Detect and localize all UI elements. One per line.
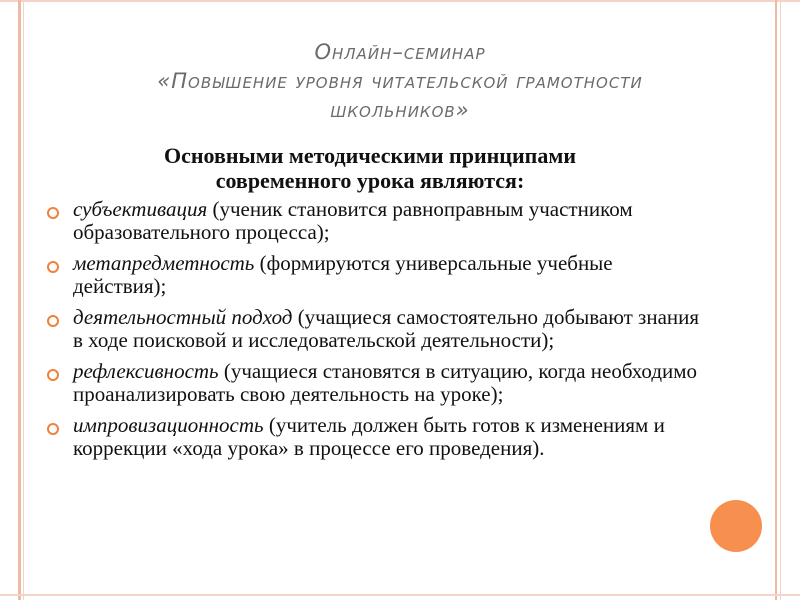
frame-top-line — [0, 0, 800, 2]
title-line-2: «Повышение уровня читательской грамотности — [157, 69, 643, 93]
frame-right-line — [775, 0, 777, 600]
bullet-icon — [47, 369, 59, 381]
heading-line-1: Основными методическими принципами — [163, 143, 576, 168]
list-item — [45, 198, 705, 244]
principle-description: (учащиеся становятся в ситуацию, когда необходимо проанализировать свою деятельность на уроке); — [73, 359, 698, 406]
principle-description: (учитель должен быть готов к изменениям и коррекции «хода урока» в процессе его проведения). — [73, 413, 665, 460]
bullet-icon — [47, 423, 59, 435]
principle-description: (учащиеся самостоятельно добывают знания в ходе поисковой и исследовательской деятельности); — [73, 305, 700, 352]
principle-description: (формируются универсальные учебные действия); — [73, 251, 613, 298]
principle-term: деятельностный подход — [73, 305, 293, 329]
list-item — [45, 306, 705, 352]
bullet-icon — [47, 261, 59, 273]
title-line-1: Онлайн–семинар — [314, 40, 486, 64]
principle-description: (ученик становится равноправным участником образовательного процесса); — [73, 197, 633, 244]
frame-bottom-line — [0, 594, 800, 596]
frame-left-inner-line — [23, 0, 24, 600]
list-item — [45, 252, 705, 298]
principle-term: метапредметность — [73, 251, 255, 275]
section-heading — [60, 143, 680, 193]
heading-line-2: современного урока являются: — [215, 168, 525, 193]
slide-title — [80, 38, 720, 125]
bullet-icon — [47, 207, 59, 219]
principles-list — [45, 198, 705, 468]
bullet-icon — [47, 315, 59, 327]
title-line-3: школьников» — [330, 98, 470, 122]
principle-term: импровизационность — [73, 413, 264, 437]
principle-term: субъективация — [73, 197, 208, 221]
accent-circle — [710, 500, 762, 552]
list-item — [45, 360, 705, 406]
frame-left-line — [18, 0, 21, 600]
frame-right-inner-line — [780, 0, 781, 600]
principle-term: рефлексивность — [73, 359, 219, 383]
list-item — [45, 414, 705, 460]
